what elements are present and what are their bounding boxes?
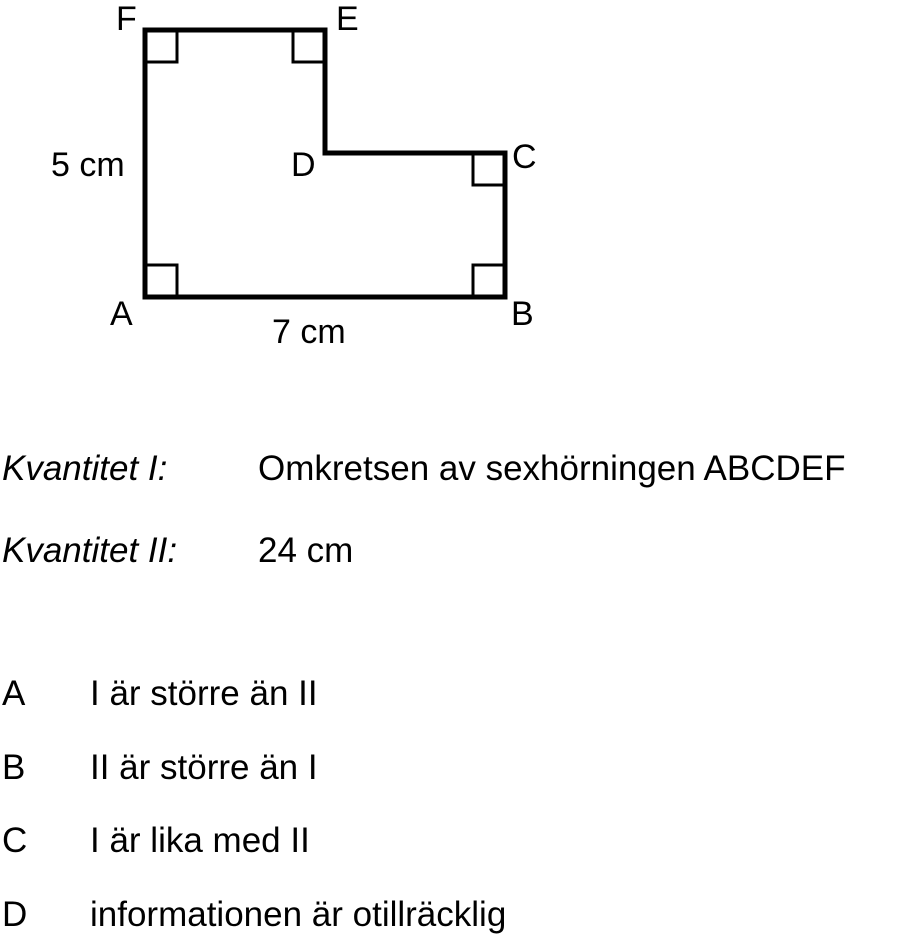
right-angle-marker-c	[473, 153, 505, 185]
right-angle-marker-b	[473, 265, 505, 297]
hexagon-figure	[0, 0, 900, 380]
option-letter: C	[2, 821, 28, 860]
option-letter: A	[2, 674, 26, 713]
side-label-af: 5 cm	[51, 146, 125, 184]
vertex-label-a: A	[110, 295, 133, 333]
option-letter: D	[2, 895, 28, 934]
vertex-label-b: B	[511, 295, 534, 333]
option-text: informationen är otillräcklig	[90, 895, 507, 934]
quantity-value: Omkretsen av sexhörningen ABCDEF	[258, 449, 846, 488]
quantity-label: Kvantitet I:	[2, 449, 168, 488]
hexagon-outline	[145, 30, 505, 297]
vertex-label-e: E	[336, 0, 359, 38]
option-text: II är större än I	[90, 748, 318, 787]
right-angle-marker-f	[145, 30, 177, 62]
vertex-label-f: F	[116, 0, 137, 38]
option-letter: B	[2, 748, 26, 787]
vertex-label-d: D	[291, 146, 316, 184]
vertex-label-c: C	[512, 138, 537, 176]
right-angle-marker-e	[293, 30, 325, 62]
quantity-label: Kvantitet II:	[2, 531, 178, 570]
side-label-ab: 7 cm	[272, 313, 346, 351]
option-text: I är lika med II	[90, 821, 310, 860]
option-text: I är större än II	[90, 674, 318, 713]
quantity-value: 24 cm	[258, 531, 354, 570]
right-angle-marker-a	[145, 265, 177, 297]
